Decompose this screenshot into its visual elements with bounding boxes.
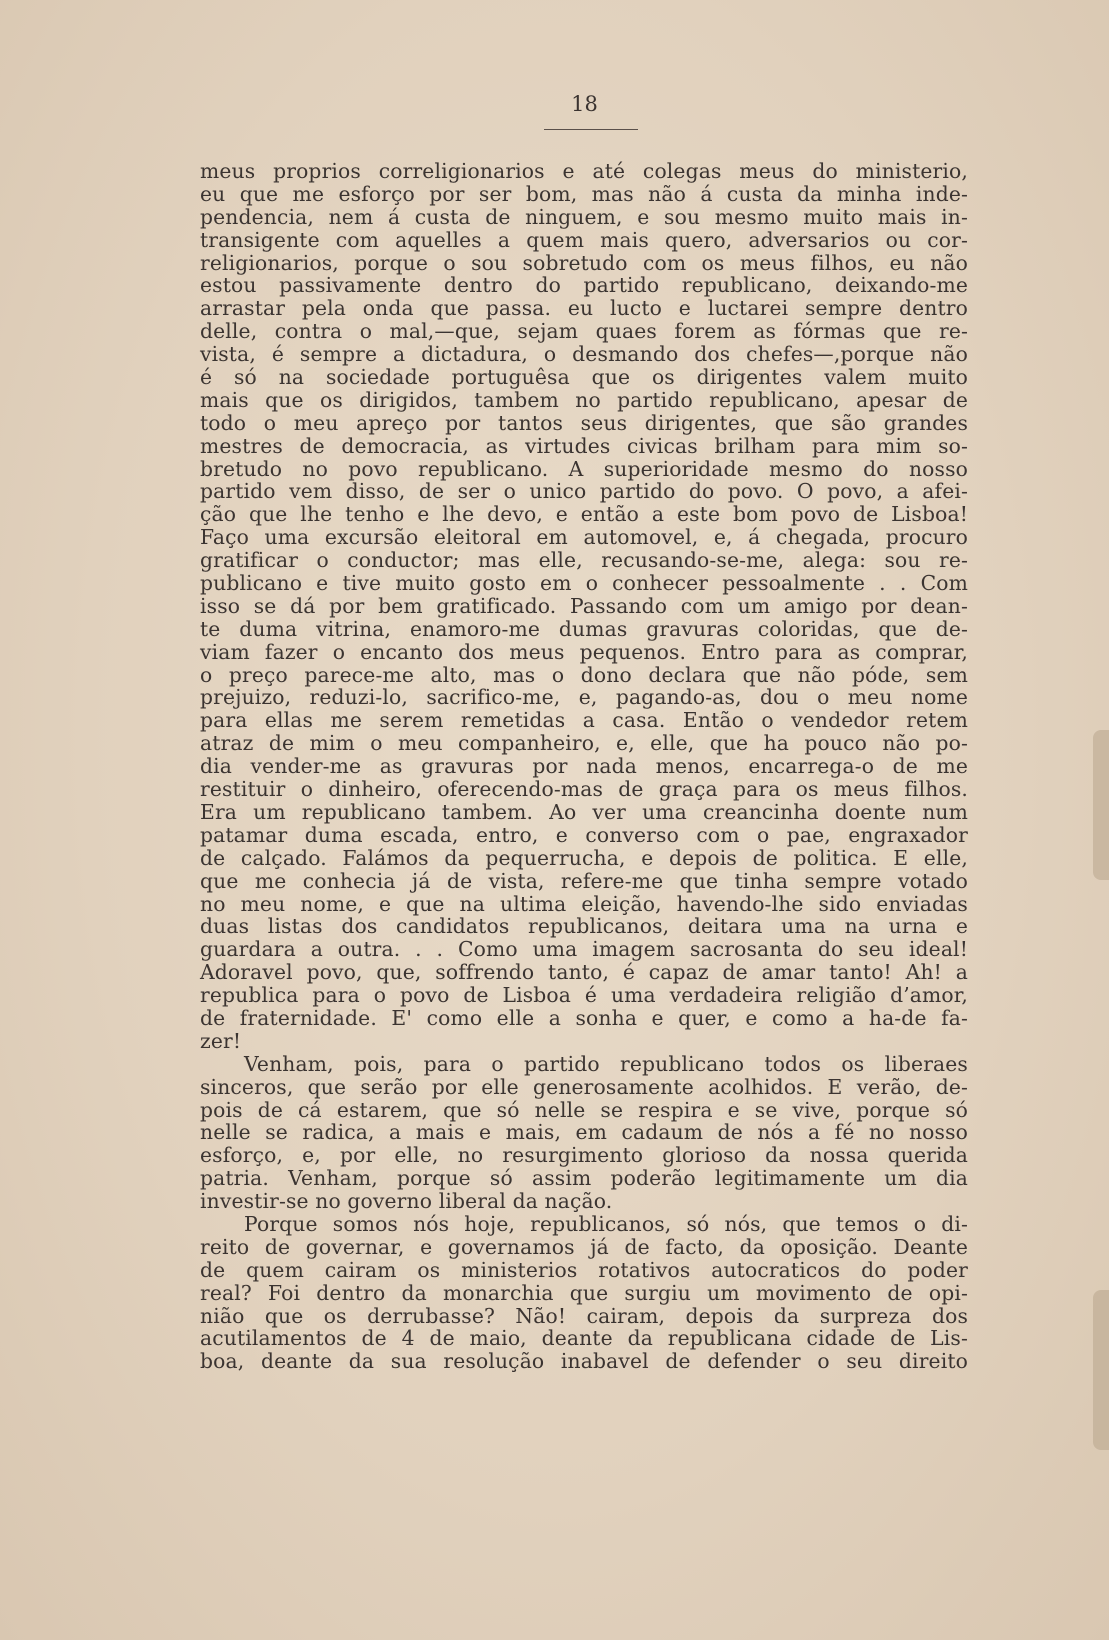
text-line: acutilamentos de 4 de maio, deante da republicana cidade de Lis-: [200, 1326, 968, 1351]
text-line: atraz de mim o meu companheiro, e, elle, que ha pouco não po-: [200, 731, 968, 756]
text-line: patamar duma escada, entro, e converso com o pae, engraxador: [200, 822, 968, 847]
text-line: bretudo no povo republicano. A superioridade mesmo do nosso: [200, 456, 968, 481]
text-line: republica para o povo de Lisboa é uma verdadeira religião d’amor,: [200, 983, 968, 1008]
text-line: Venham, pois, para o partido republicano todos os liberaes: [244, 1051, 968, 1076]
text-line: zer!: [200, 1028, 242, 1053]
page-edge-stain: [1093, 730, 1109, 880]
text-line: Adoravel povo, que, soffrendo tanto, é capaz de amar tanto! Ah! a: [200, 960, 968, 985]
text-line: eu que me esforço por ser bom, mas não á custa da minha inde-: [200, 181, 968, 206]
text-line: é só na sociedade portuguêsa que os dirigentes valem muito: [200, 365, 968, 390]
text-line: restituir o dinheiro, oferecendo-mas de graça para os meus filhos.: [200, 777, 968, 802]
page-edge-stain: [1093, 1290, 1109, 1450]
text-line: real? Foi dentro da monarchia que surgiu um movimento de opi-: [200, 1280, 968, 1305]
text-line: dia vender-me as gravuras por nada menos, encarrega-o de me: [200, 754, 968, 779]
text-line: duas listas dos candidatos republicanos, deitara uma na urna e: [200, 914, 968, 939]
text-line: mestres de democracia, as virtudes civicas brilham para mim so-: [200, 433, 968, 458]
text-line: no meu nome, e que na ultima eleição, havendo-lhe sido enviadas: [200, 891, 968, 916]
text-line: para ellas me serem remetidas a casa. Então o vendedor retem: [200, 708, 968, 733]
text-line: reito de governar, e governamos já de facto, da oposição. Deante: [200, 1234, 968, 1259]
text-line: de fraternidade. E' como elle a sonha e quer, e como a ha-de fa-: [200, 1005, 968, 1030]
text-line: sinceros, que serão por elle generosamente acolhidos. E verão, de-: [200, 1074, 968, 1099]
text-line: religionarios, porque o sou sobretudo com os meus filhos, eu não: [200, 250, 968, 275]
text-line: esforço, e, por elle, no resurgimento glorioso da nossa querida: [200, 1143, 968, 1168]
text-line: te duma vitrina, enamoro-me dumas gravuras coloridas, que de-: [200, 616, 968, 641]
text-line: publicano e tive muito gosto em o conhecer pessoalmente . . Com: [200, 571, 968, 596]
text-line: pois de cá estarem, que só nelle se respira e se vive, porque só: [200, 1097, 968, 1122]
text-line: de quem cairam os ministerios rotativos autocraticos do poder: [200, 1257, 968, 1282]
header-rule: [544, 129, 638, 130]
text-line: prejuizo, reduzi-lo, sacrifico-me, e, pagando-as, dou o meu nome: [200, 685, 968, 710]
text-line: Era um republicano tambem. Ao ver uma creancinha doente num: [200, 799, 968, 824]
text-line: Porque somos nós hoje, republicanos, só nós, que temos o di-: [244, 1211, 968, 1236]
text-line: pendencia, nem á custa de ninguem, e sou mesmo muito mais in-: [200, 204, 968, 229]
text-line: isso se dá por bem gratificado. Passando com um amigo por dean-: [200, 593, 968, 618]
text-line: ção que lhe tenho e lhe devo, e então a este bom povo de Lisboa!: [200, 502, 968, 527]
text-line: gratificar o conductor; mas elle, recusando-se-me, alega: sou re-: [200, 548, 968, 573]
text-line: nelle se radica, a mais e mais, em cadaum de nós a fé no nosso: [200, 1120, 968, 1145]
text-line: boa, deante da sua resolução inabavel de defender o seu direito: [200, 1349, 968, 1374]
text-line: de calçado. Falámos da pequerrucha, e depois de politica. E elle,: [200, 845, 968, 870]
text-line: todo o meu apreço por tantos seus dirigentes, que são grandes: [200, 410, 968, 435]
text-line: delle, contra o mal,—que, sejam quaes forem as fórmas que re-: [200, 319, 968, 344]
text-line: que me conhecia já de vista, refere-me que tinha sempre votado: [200, 868, 968, 893]
text-line: o preço parece-me alto, mas o dono declara que não póde, sem: [200, 662, 968, 687]
text-line: guardara a outra. . . Como uma imagem sacrosanta do seu ideal!: [200, 937, 968, 962]
text-line: patria. Venham, porque só assim poderão legitimamente um dia: [200, 1166, 968, 1191]
text-line: investir-se no governo liberal da nação.: [200, 1189, 613, 1214]
text-line: transigente com aquelles a quem mais quero, adversarios ou cor-: [200, 227, 968, 252]
page-number: 18: [571, 92, 598, 116]
body-text: [200, 160, 968, 1373]
text-line: nião que os derrubasse? Não! cairam, depois da surpreza dos: [200, 1303, 968, 1328]
text-line: viam fazer o encanto dos meus pequenos. Entro para as comprar,: [200, 639, 968, 664]
text-line: arrastar pela onda que passa. eu lucto e luctarei sempre dentro: [200, 296, 968, 321]
text-line: meus proprios correligionarios e até colegas meus do ministerio,: [200, 159, 968, 183]
text-line: mais que os dirigidos, tambem no partido republicano, apesar de: [200, 387, 968, 412]
text-line: vista, é sempre a dictadura, o desmando dos chefes—,porque não: [200, 342, 968, 367]
text-line: Faço uma excursão eleitoral em automovel, e, á chegada, procuro: [200, 525, 968, 550]
text-line: estou passivamente dentro do partido republicano, deixando-me: [200, 273, 968, 298]
text-line: partido vem disso, de ser o unico partido do povo. O povo, a afei-: [200, 479, 968, 504]
